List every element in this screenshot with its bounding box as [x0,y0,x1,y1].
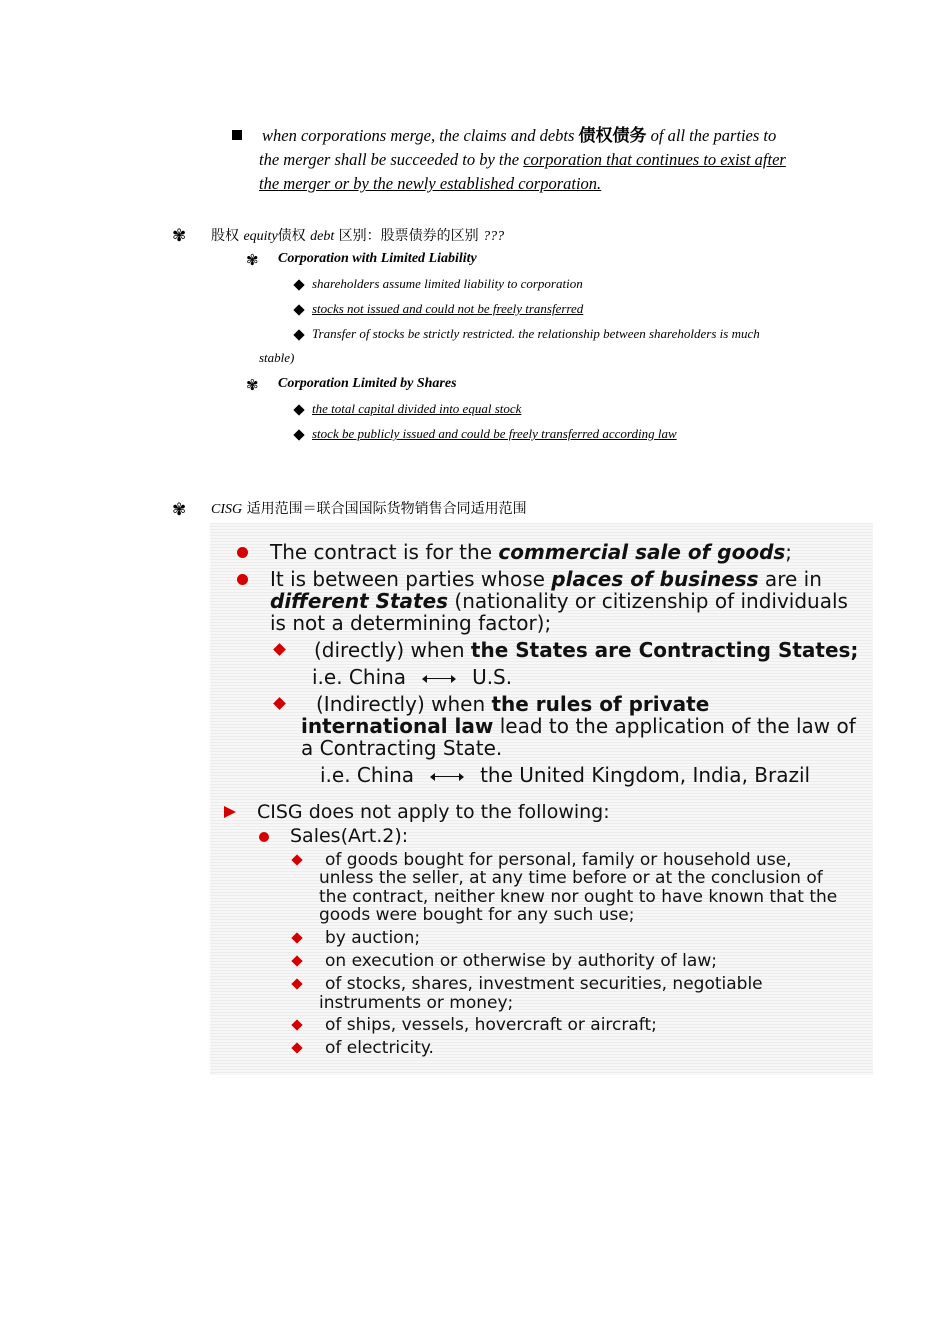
flower-bullet-icon: ✾ [172,500,187,520]
sub1-item: stocks not issued and could not be freely transferred [312,301,584,316]
slide-exclusion-item: by auction; [325,928,421,948]
sub1-item: Transfer of stocks be strictly restricted. the relationship between shareholders is much [312,326,760,341]
diamond-bullet-icon [293,304,304,315]
red-dot-bullet-icon [237,574,248,585]
slide-indirect-line3: a Contracting State. [301,736,503,760]
sub2-title: Corporation Limited by Shares [278,376,457,391]
square-bullet-icon [232,130,242,140]
double-arrow-icon [430,772,464,782]
slide-indirect-line1: (Indirectly) when the rules of private [316,692,710,716]
sub1-item-wrap: stable) [259,350,295,365]
red-diamond-bullet-icon [291,1019,302,1030]
slide-exclusion-item-wrap: the contract, neither knew nor ought to have known that the [319,887,838,907]
slide-sales: Sales(Art.2): [290,825,409,847]
slide-bullet-2-line3: is not a determining factor); [270,611,552,635]
slide-indirect-line2: international law lead to the application of the law of [301,714,856,738]
red-arrow-bullet-icon [224,806,236,818]
slide-exclusion-item: of stocks, shares, investment securities, negotiable [325,974,763,994]
slide-exclusion-item-wrap: unless the seller, at any time before or at the conclusion of [319,868,823,888]
red-diamond-bullet-icon [291,955,302,966]
slide-indirect-example: i.e. China the United Kingdom, India, Brazil [320,763,811,787]
red-diamond-bullet-icon [291,854,302,865]
red-dot-bullet-icon [259,832,269,842]
flower-bullet-icon: ✾ [246,376,259,394]
slide-direct: (directly) when the States are Contracting States; [314,638,859,662]
slide-not-apply-title: CISG does not apply to the following: [257,801,610,823]
slide-bullet-2-line1: It is between parties whose places of business are in [270,567,822,591]
slide-bullet-2-line2: different States (nationality or citizenship of individuals [270,589,848,613]
slide-exclusion-item: of goods bought for personal, family or household use, [325,850,792,870]
red-diamond-bullet-icon [291,978,302,989]
cisg-slide-image [210,523,873,1075]
diamond-bullet-icon [293,404,304,415]
red-diamond-bullet-icon [291,1042,302,1053]
flower-bullet-icon: ✾ [172,226,187,246]
red-diamond-bullet-icon [273,697,286,710]
top-bullet-line3: the merger or by the newly established corporation. [259,174,602,193]
red-diamond-bullet-icon [273,643,286,656]
slide-exclusion-item-wrap: instruments or money; [319,993,514,1013]
slide-exclusion-item: on execution or otherwise by authority of law; [325,951,717,971]
diamond-bullet-icon [293,279,304,290]
slide-exclusion-item: of electricity. [325,1038,434,1058]
sub1-item: shareholders assume limited liability to corporation [312,276,583,291]
sub2-item: the total capital divided into equal stock [312,401,522,416]
sub1-title: Corporation with Limited Liability [278,251,477,266]
top-bullet-line2: the merger shall be succeeded to by the corporation that continues to exist after [259,150,786,169]
slide-exclusion-item-wrap: goods were bought for any such use; [319,905,635,925]
red-dot-bullet-icon [237,547,248,558]
flower-bullet-icon: ✾ [246,251,259,269]
section2-heading: CISG 适用范围＝联合国国际货物销售合同适用范围 [211,501,527,517]
section1-heading: 股权 equity债权 debt 区别：股票债券的区别 ??? [211,228,505,244]
diamond-bullet-icon [293,429,304,440]
sub2-item: stock be publicly issued and could be freely transferred according law [312,426,677,441]
slide-bullet-1: The contract is for the commercial sale of goods; [270,540,793,564]
double-arrow-icon [422,674,456,684]
red-diamond-bullet-icon [291,932,302,943]
diamond-bullet-icon [293,329,304,340]
slide-exclusion-item: of ships, vessels, hovercraft or aircraft; [325,1015,657,1035]
slide-direct-example: i.e. China U.S. [312,665,513,689]
top-bullet-line1: when corporations merge, the claims and debts 债权债务 of all the parties to [262,126,777,146]
